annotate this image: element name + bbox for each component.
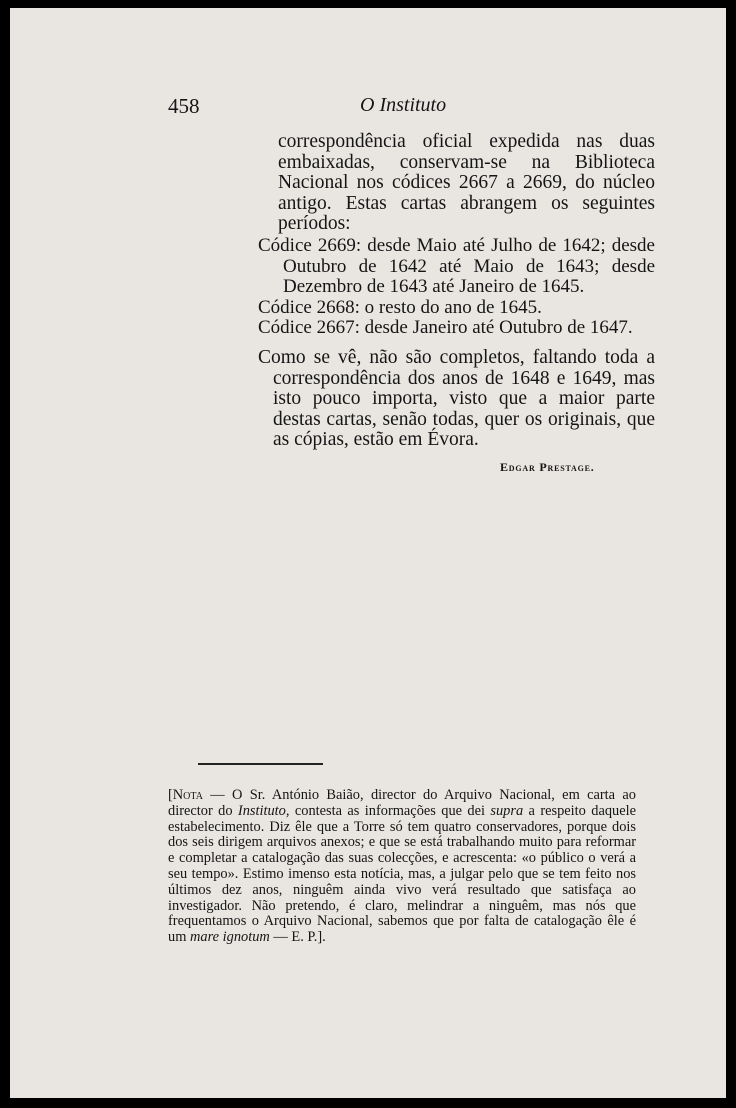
footnote-text-4: — E. P.].: [269, 929, 326, 946]
running-title: O Instituto: [360, 94, 447, 116]
page-number: 458: [168, 94, 200, 118]
codex-entry-2668: Códice 2668: o resto do ano de 1645.: [258, 296, 542, 318]
footnote: [168, 788, 636, 946]
footnote-rule: [198, 763, 323, 765]
footnote-italic-supra: supra: [490, 802, 524, 819]
codex-entry-2669: Códice 2669: desde Maio até Julho de 1642; desde Outubro de 1642 até Maio de 1643; desde Dezembro de 1643 até Janeiro de 1645.: [258, 235, 655, 297]
footnote-text-2: , contesta as informações que dei: [285, 802, 491, 819]
codex-list: [258, 236, 655, 339]
footnote-label: [Nota: [168, 787, 203, 803]
book-page: [10, 8, 726, 1098]
footnote-text-3: a respeito daquele estabelecimento. Diz êle que a Torre só tem quatro conservadores, porque dois dos seis dirigem arquivos anexos; e que se está trabalhando muito para reformar e completar a catalogação das suas colecções, e acrescenta: «o público o verá a seu tempo». Estimo imenso esta notícia, mas, a julgar pelo que se tem feito nos últimos dez anos, ninguêm ainda vivo verá resultado que satisfaça ao investigador. Não pretendo, é claro, melindrar a ninguêm, mas nós que frequentamos o Arquivo Nacional, sabemos que por falta de catalogação êle é um: [168, 802, 636, 946]
codex-entry-2667: Códice 2667: desde Janeiro até Outubro de 1647.: [258, 317, 633, 338]
footnote-text-1: — O Sr. António Baião, director do Arquivo Nacional, em carta ao director do: [168, 787, 636, 819]
footnote-italic-mare-ignotum: mare ignotum: [190, 929, 270, 946]
footnote-italic-instituto: Instituto: [237, 802, 286, 819]
body-paragraph-1: correspondência oficial expedida nas duas embaixadas, conservam-se na Biblioteca Nacional nos códices 2667 a 2669, do núcleo antigo. Estas cartas abrangem os seguintes períodos:: [278, 131, 655, 234]
body-paragraph-2: [258, 348, 655, 451]
paragraph-2-text: Como se vê, não são completos, faltando toda a correspondência dos anos de 1648 e 1649, mas isto pouco importa, visto que a maior parte destas cartas, senão todas, quer os originais, que as cópias, estão em Évora.: [258, 347, 655, 450]
author-signature: Edgar Prestage.: [500, 460, 595, 474]
